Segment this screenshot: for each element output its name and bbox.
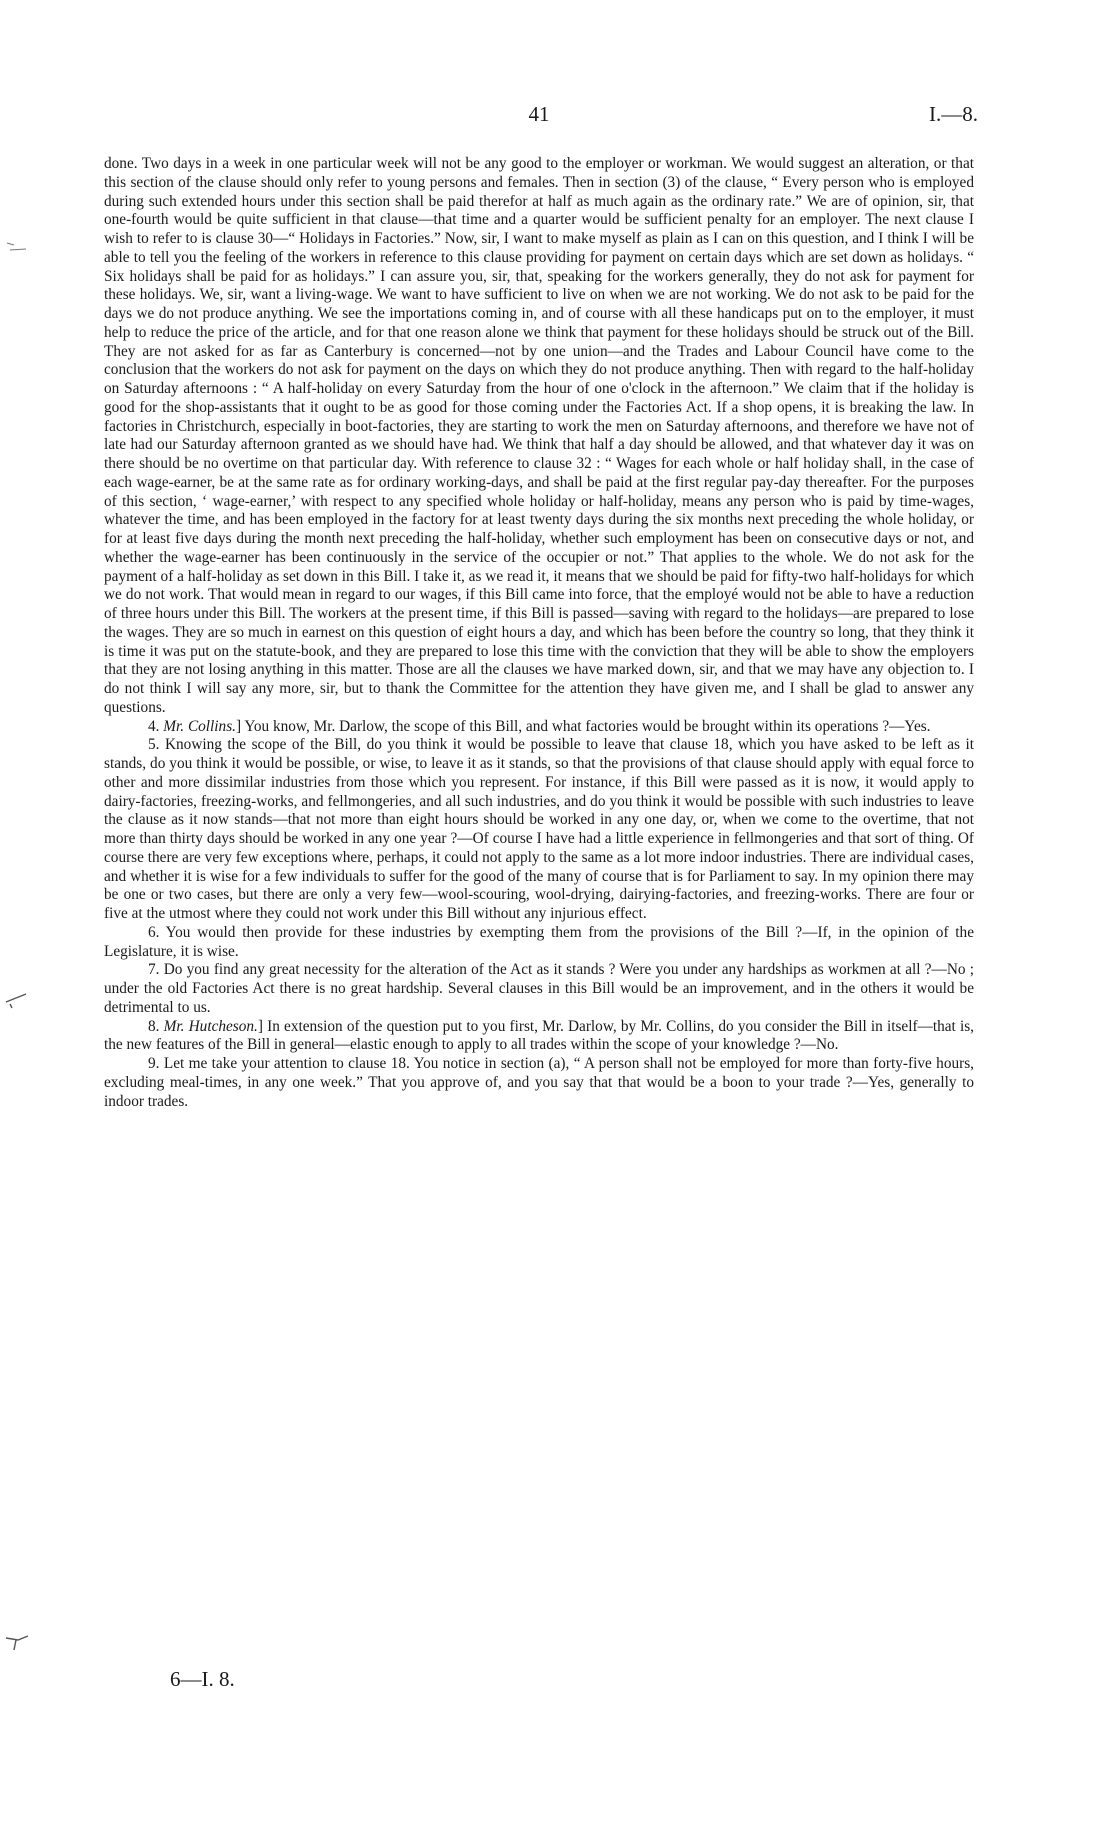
margin-scratch-mark (6, 240, 28, 259)
question-5: 5. Knowing the scope of the Bill, do you think it would be possible to leave that clause 18, which you have asked to be left as it stands, do you think it would be possible, or wise, to leave it as it stands, so that the provisions of that clause should apply with equal force to other and more dissimilar industries from those which you represent. For instance, if this Bill were passed as it is now, it would apply to dairy-factories, freezing-works, and fellmongeries, and all such industries, and do you think it would be possible with such industries to leave the clause as it now stands—that not more than eight hours should be worked in any one day, or, when we come to the overtime, that not more than thirty days should be worked in any one year ?—Of course I have had a little experience in fellmongeries and that sort of thing. Of course there are very few exceptions where, perhaps, it could not apply to the same as a lot more indoor industries. There are individual cases, and whether it is wise for a few individuals to suffer for the good of the many of course that is for Parliament to say. In my opinion there may be one or two cases, but there are only a very few—wool-scouring, wool-drying, dairying-factories, and freezing-works. There are four or five at the utmost where they could not work under this Bill without any injurious effect. (104, 736, 974, 922)
margin-scratch-mark (4, 1630, 30, 1657)
question-6: 6. You would then provide for these industries by exempting them from the provisions of the Bill ?—If, in the opinion of the Legislature, it is wise. (104, 923, 974, 960)
margin-scratch-mark (4, 990, 30, 1015)
question-number: 4. (148, 717, 164, 735)
page-header (100, 102, 978, 132)
speaker-name: Mr. Hutcheson. (163, 1017, 258, 1035)
body-text (104, 155, 974, 1111)
page-number: 41 (528, 102, 550, 126)
question-number: 8. (148, 1017, 164, 1035)
printer-signature: 6—I. 8. (170, 1667, 235, 1691)
question-text: ] You know, Mr. Darlow, the scope of this Bill, and what factories would be brought within its operations ?—Yes. (235, 717, 931, 735)
question-7: 7. Do you find any great necessity for the alteration of the Act as it stands ? Were you under any hardships as workmen at all ?—No ; under the old Factories Act there is no great hardship. Several clauses in this Bill would be an improvement, and in the others it would be detrimental to us. (104, 961, 974, 1016)
question-4 (104, 718, 974, 737)
question-8 (104, 1018, 974, 1056)
question-9: 9. Let me take your attention to clause 18. You notice in section (a), “ A person shall not be employed for more than forty-five hours, excluding meal-times, in any one week.” That you approve of, and you say that that would be a boon to your trade ?—Yes, generally to indoor trades. (104, 1055, 974, 1110)
speaker-name: Mr. Collins. (163, 717, 236, 735)
evidence-paragraph: done. Two days in a week in one particular week will not be any good to the employer or workman. We would suggest an alteration, or that this section of the clause should only refer to young persons and females. Then in section (3) of the clause, “ Every person who is employed during such extended hours under this section shall be paid therefor at half as much again as the ordinary rate.” We are of opinion, sir, that one-fourth would be quite sufficient in that clause—that time and a quarter would be sufficient penalty for an employer. The next clause I wish to refer to is clause 30—“ Holidays in Factories.” Now, sir, I want to make myself as plain as I can on this question, and I think I will be able to tell you the feeling of the workers in reference to this clause providing for payment on certain days which are set down as holidays. “ Six holidays shall be paid for as holidays.” I can assure you, sir, that, speaking for the workers generally, they do not ask for payment for these holidays. We, sir, want a living-wage. We want to have sufficient to live on when we are not working. We do not ask to be paid for the days we do not produce anything. We see the importations coming in, and of course with all these handicaps put on to the employer, it must help to reduce the price of the article, and for that one reason alone we think that payment for these holidays should be struck out of the Bill. They are not asked for as far as Canterbury is concerned—not by one union—and the Trades and Labour Council have come to the conclusion that the workers do not ask for payment on the days on which they do not produce anything. Then with regard to the half-holiday on Saturday afternoons : “ A half-holiday on every Saturday from the hour of one o'clock in the afternoon.” We claim that if the holiday is good for the shop-assistants that it ought to be as good for those coming under the Factories Act. If a shop opens, it is breaking the law. In factories in Christchurch, especially in boot-factories, they are starting to work the men on Saturday afternoons, and therefore we have not of late had our Saturday afternoon granted as we should have had. We think that half a day should be allowed, and that whatever day it was on there should be no overtime on that particular day. With reference to clause 32 : “ Wages for each whole or half holiday shall, in the case of each wage-earner, be at the same rate as for ordinary working-days, and shall be paid at the first regular pay-day thereafter. For the purposes of this section, ‘ wage-earner,’ with respect to any specified whole holiday or half-holiday, means any person who is paid by time-wages, whatever the time, and has been employed in the factory for at least twenty days during the six months next preceding the whole holiday, or for at least five days during the month next preceding the half-holiday, whether such employment has been on consecutive days or not, and whether the wage-earner has been continuously in the service of the occupier or not.” That applies to the whole. We do not ask for the payment of a half-holiday as set down in this Bill. I take it, as we read it, it means that we should be paid for fifty-two half-holidays for which we do not work. That would mean in regard to our wages, if this Bill came into force, that the employé would not be able to have a reduction of three hours under this Bill. The workers at the present time, if this Bill is passed—saving with regard to the holidays—are prepared to lose the wages. They are so much in earnest on this question of eight hours a day, and which has been before the country so long, that they think it is time it was put on the statute-book, and they are prepared to lose this time with the conviction that they will be able to show the employers that they are not losing anything in this matter. Those are all the clauses we have marked down, sir, and that we may have any objection to. I do not think I will say any more, sir, but to thank the Committee for the attention they have given me, and I shall be glad to answer any questions. (104, 155, 974, 716)
question-text: ] In extension of the question put to you first, Mr. Darlow, by Mr. Collins, do you consider the Bill in itself—that is, the new features of the Bill in general—elastic enough to apply to all trades within the scope of your knowledge ?—No. (104, 1017, 974, 1054)
document-reference: I.—8. (929, 102, 978, 126)
